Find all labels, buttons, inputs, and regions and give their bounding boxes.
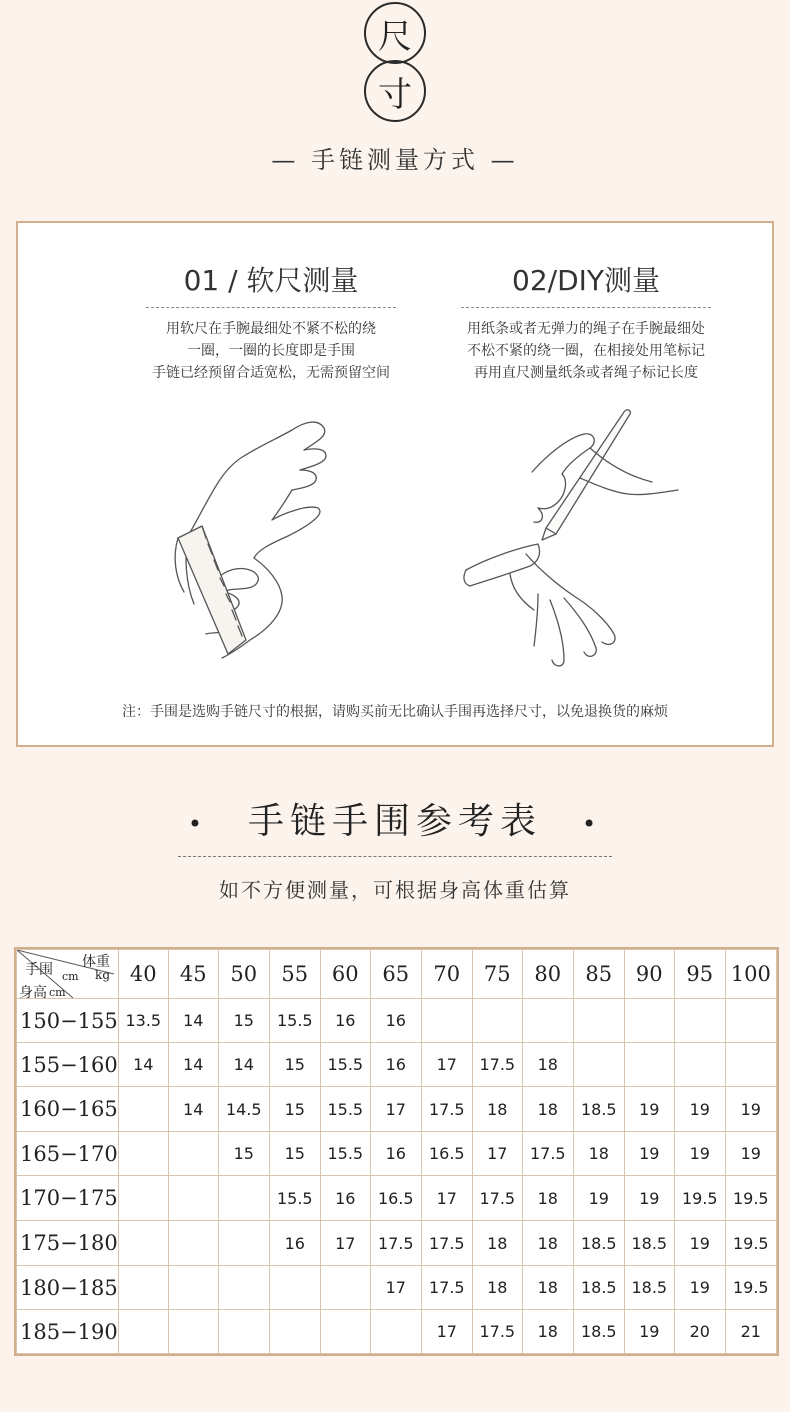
method-text-line: 用纸条或者无弹力的绳子在手腕最细处	[467, 321, 705, 337]
wrist-size-cell: 16	[370, 999, 421, 1043]
dashed-divider	[461, 307, 711, 308]
wrist-size-cell: 18	[522, 1266, 573, 1310]
weight-header-cell: 75	[472, 950, 522, 999]
weight-header-cell: 50	[218, 950, 269, 999]
wrist-size-cell: 17	[472, 1132, 522, 1176]
wrist-size-cell: 18	[522, 1221, 573, 1266]
wrist-size-cell: 17	[320, 1221, 370, 1266]
wrist-size-cell	[168, 1221, 218, 1266]
wrist-size-cell: 13.5	[118, 999, 168, 1043]
height-range-cell: 170−175	[17, 1176, 119, 1221]
table-row	[17, 1266, 777, 1310]
wrist-size-cell: 18.5	[573, 1266, 624, 1310]
wrist-size-cell: 19	[725, 1132, 776, 1176]
method-text-line: 不松不紧的绕一圈，在相接处用笔标记	[467, 343, 705, 359]
wrist-size-cell: 15.5	[320, 1043, 370, 1087]
measure-note: 注：手围是选购手链尺寸的根据，请购买前无比确认手围再选择尺寸，以免退换货的麻烦	[122, 704, 668, 720]
wrist-size-cell: 15	[269, 1087, 320, 1132]
wrist-size-cell: 19	[725, 1087, 776, 1132]
wrist-size-cell	[218, 1266, 269, 1310]
wrist-size-cell: 21	[725, 1310, 776, 1354]
wrist-size-cell: 17	[421, 1043, 472, 1087]
wrist-size-cell: 14	[168, 999, 218, 1043]
wrist-size-cell	[573, 999, 624, 1043]
wrist-size-cell: 19	[624, 1310, 674, 1354]
wrist-size-cell	[168, 1176, 218, 1221]
wrist-size-cell: 18	[522, 1043, 573, 1087]
wrist-label: 手围	[25, 962, 53, 978]
wrist-size-cell: 17.5	[472, 1176, 522, 1221]
wrist-size-cell: 17.5	[522, 1132, 573, 1176]
reference-title-text: 手链手围参考表	[247, 801, 542, 842]
wrist-size-cell: 14	[168, 1043, 218, 1087]
wrist-size-cell	[168, 1266, 218, 1310]
method-text-line: 再用直尺测量纸条或者绳子标记长度	[474, 365, 698, 381]
wrist-size-cell: 16.5	[370, 1176, 421, 1221]
weight-header-cell: 80	[522, 950, 573, 999]
wrist-size-cell: 15	[218, 999, 269, 1043]
wrist-size-cell	[320, 1266, 370, 1310]
wrist-size-cell	[421, 999, 472, 1043]
wrist-size-cell	[118, 1176, 168, 1221]
weight-header-cell: 40	[118, 950, 168, 999]
weight-header-cell: 45	[168, 950, 218, 999]
weight-header-cell: 100	[725, 950, 776, 999]
wrist-size-cell: 15.5	[320, 1132, 370, 1176]
weight-header-cell: 70	[421, 950, 472, 999]
wrist-size-cell	[118, 1221, 168, 1266]
wrist-size-cell: 18	[472, 1087, 522, 1132]
measure-card	[16, 221, 774, 747]
seal-top: 尺	[364, 2, 426, 64]
wrist-size-cell: 15.5	[269, 999, 320, 1043]
wrist-size-cell	[218, 1221, 269, 1266]
wrist-size-cell: 18	[522, 1310, 573, 1354]
weight-header-cell: 90	[624, 950, 674, 999]
wrist-size-cell	[674, 1043, 725, 1087]
wrist-size-cell	[624, 999, 674, 1043]
wrist-size-cell	[522, 999, 573, 1043]
hand-tape-measure-illustration	[158, 408, 358, 668]
wrist-size-cell: 17	[370, 1266, 421, 1310]
weight-unit: kg	[95, 968, 110, 982]
wrist-size-table	[16, 949, 777, 1354]
wrist-size-cell: 19	[674, 1221, 725, 1266]
wrist-size-cell: 15	[269, 1132, 320, 1176]
wrist-size-cell: 17.5	[421, 1087, 472, 1132]
weight-header-cell: 85	[573, 950, 624, 999]
weight-header-cell: 65	[370, 950, 421, 999]
wrist-size-cell: 19.5	[674, 1176, 725, 1221]
wrist-size-cell: 17.5	[421, 1266, 472, 1310]
wrist-size-cell	[320, 1310, 370, 1354]
height-range-cell: 150−155	[17, 999, 119, 1043]
wrist-size-cell: 17	[370, 1087, 421, 1132]
dashed-divider	[146, 307, 396, 308]
wrist-size-cell: 15.5	[320, 1087, 370, 1132]
wrist-size-cell	[118, 1310, 168, 1354]
table-row	[17, 1221, 777, 1266]
method-text-line: 一圈，一圈的长度即是手围	[187, 343, 355, 359]
wrist-size-cell	[472, 999, 522, 1043]
wrist-size-cell: 18.5	[624, 1221, 674, 1266]
wrist-size-cell: 19	[624, 1132, 674, 1176]
wrist-size-cell: 18.5	[624, 1266, 674, 1310]
height-range-cell: 155−160	[17, 1043, 119, 1087]
method-diy	[416, 261, 756, 384]
wrist-size-cell	[370, 1310, 421, 1354]
height-range-cell: 180−185	[17, 1266, 119, 1310]
weight-header-cell: 95	[674, 950, 725, 999]
wrist-size-cell: 14	[168, 1087, 218, 1132]
table-row	[17, 1132, 777, 1176]
wrist-size-cell	[118, 1132, 168, 1176]
wrist-size-cell	[725, 999, 776, 1043]
method-text-line: 用软尺在手腕最细处不紧不松的绕	[166, 321, 376, 337]
table-row	[17, 1043, 777, 1087]
wrist-size-cell: 17	[421, 1310, 472, 1354]
wrist-size-cell: 19	[674, 1087, 725, 1132]
height-range-cell: 165−170	[17, 1132, 119, 1176]
table-header-row	[17, 950, 777, 999]
height-range-cell: 160−165	[17, 1087, 119, 1132]
wrist-size-cell: 19	[674, 1132, 725, 1176]
wrist-size-cell: 16	[269, 1221, 320, 1266]
weight-label: 体重	[82, 954, 110, 970]
wrist-size-cell	[118, 1087, 168, 1132]
method-soft-ruler	[101, 261, 441, 384]
wrist-size-cell: 17.5	[472, 1310, 522, 1354]
wrist-size-cell: 18.5	[573, 1221, 624, 1266]
table-row	[17, 999, 777, 1043]
dashed-divider	[178, 856, 612, 857]
wrist-size-cell	[168, 1132, 218, 1176]
wrist-size-cell: 18.5	[573, 1310, 624, 1354]
table-row	[17, 1087, 777, 1132]
wrist-size-cell: 18	[573, 1132, 624, 1176]
wrist-size-cell	[269, 1266, 320, 1310]
wrist-size-cell: 18	[522, 1087, 573, 1132]
height-range-cell: 175−180	[17, 1221, 119, 1266]
method-text-line: 手链已经预留合适宽松，无需预留空间	[152, 365, 390, 381]
method-title: 01 / 软尺测量	[183, 264, 359, 297]
table-row	[17, 1176, 777, 1221]
height-range-cell: 185−190	[17, 1310, 119, 1354]
wrist-size-cell: 20	[674, 1310, 725, 1354]
wrist-size-cell: 18.5	[573, 1087, 624, 1132]
wrist-size-cell: 15	[269, 1043, 320, 1087]
wrist-size-cell: 14	[118, 1043, 168, 1087]
wrist-size-cell: 18	[522, 1176, 573, 1221]
weight-header-cell: 60	[320, 950, 370, 999]
weight-header-cell: 55	[269, 950, 320, 999]
wrist-size-cell: 17.5	[472, 1043, 522, 1087]
wrist-unit: cm	[62, 970, 79, 983]
wrist-size-cell: 17.5	[421, 1221, 472, 1266]
wrist-size-cell: 17.5	[370, 1221, 421, 1266]
reference-title	[0, 793, 790, 844]
method-title: 02/DIY测量	[512, 264, 660, 297]
wrist-size-cell: 16	[370, 1043, 421, 1087]
wrist-size-cell: 19	[674, 1266, 725, 1310]
wrist-size-cell: 14	[218, 1043, 269, 1087]
wrist-size-cell: 15	[218, 1132, 269, 1176]
wrist-size-cell	[168, 1310, 218, 1354]
wrist-size-cell: 18	[472, 1266, 522, 1310]
wrist-size-cell	[725, 1043, 776, 1087]
wrist-size-cell: 19	[573, 1176, 624, 1221]
hand-pencil-strip-illustration	[438, 398, 698, 678]
wrist-size-cell	[218, 1176, 269, 1221]
wrist-size-cell: 14.5	[218, 1087, 269, 1132]
wrist-size-cell	[118, 1266, 168, 1310]
wrist-size-cell: 16	[320, 999, 370, 1043]
table-corner-header	[17, 950, 119, 999]
wrist-size-cell	[573, 1043, 624, 1087]
table-row	[17, 1310, 777, 1354]
wrist-size-cell: 19.5	[725, 1221, 776, 1266]
wrist-size-cell: 16	[320, 1176, 370, 1221]
wrist-size-cell: 18	[472, 1221, 522, 1266]
height-unit: cm	[49, 986, 66, 998]
bullet-dot-icon: •	[582, 810, 603, 838]
wrist-size-cell: 19.5	[725, 1176, 776, 1221]
measure-title: — 手链测量方式 —	[271, 146, 519, 174]
reference-subtitle: 如不方便测量，可根据身高体重估算	[219, 878, 571, 902]
wrist-size-cell	[218, 1310, 269, 1354]
wrist-size-cell	[624, 1043, 674, 1087]
wrist-size-cell: 19	[624, 1176, 674, 1221]
bullet-dot-icon: •	[187, 810, 208, 838]
wrist-size-cell	[269, 1310, 320, 1354]
wrist-size-cell: 17	[421, 1176, 472, 1221]
wrist-size-cell: 19	[624, 1087, 674, 1132]
seal-bottom: 寸	[364, 60, 426, 122]
height-label: 身高	[19, 985, 47, 998]
wrist-size-cell: 16.5	[421, 1132, 472, 1176]
wrist-size-cell: 19.5	[725, 1266, 776, 1310]
wrist-size-cell: 15.5	[269, 1176, 320, 1221]
wrist-size-cell	[674, 999, 725, 1043]
wrist-size-cell: 16	[370, 1132, 421, 1176]
